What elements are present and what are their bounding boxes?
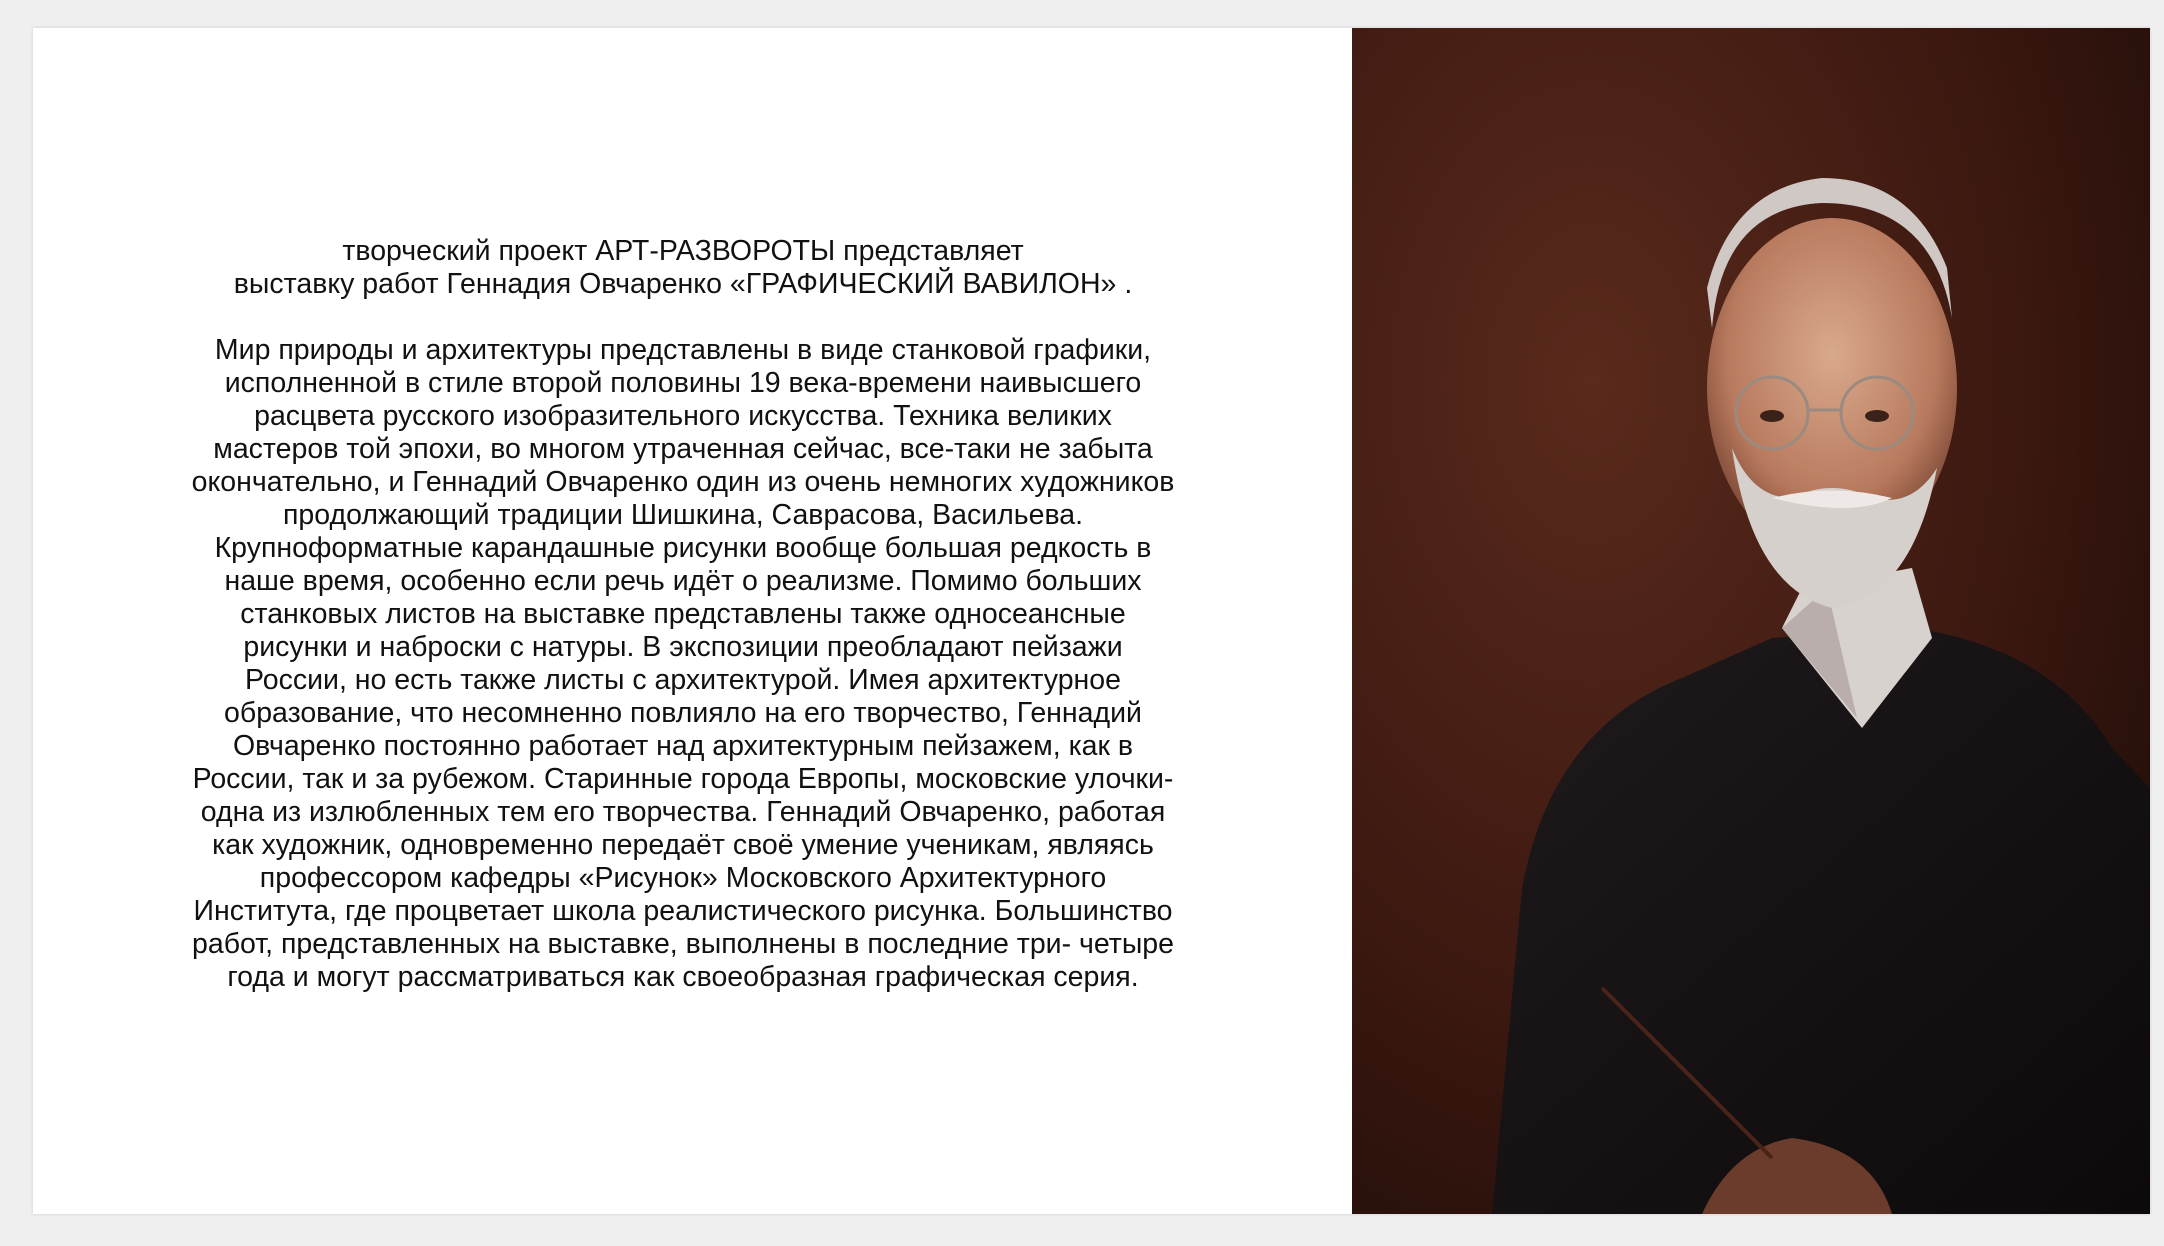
- body-line: мастеров той эпохи, во многом утраченная сейчас, все-таки не забыта: [213, 433, 1153, 465]
- body-line: России, так и за рубежом. Старинные города Европы, московские улочки-: [192, 763, 1174, 795]
- body-line: Института, где процветает школа реалистического рисунка. Большинство: [193, 895, 1173, 927]
- body-line: Овчаренко постоянно работает над архитектурным пейзажем, как в: [232, 730, 1134, 762]
- body-line: станковых листов на выставке представлены также односеансные: [240, 598, 1126, 630]
- slide: [33, 28, 2150, 1214]
- body-line: окончательно, и Геннадий Овчаренко один из очень немногих художников: [191, 466, 1175, 498]
- artist-portrait-painting: [1352, 28, 2150, 1214]
- body-line: расцвета русского изобразительного искусства. Техника великих: [254, 400, 1112, 432]
- slide-text: [33, 235, 1333, 994]
- body-line: одна из излюбленных тем его творчества. Геннадий Овчаренко, работая: [200, 796, 1166, 828]
- body-line: работ, представленных на выставке, выполнены в последние три- четыре: [192, 928, 1174, 960]
- body-line: исполненной в стиле второй половины 19 века-времени наивысшего: [224, 367, 1142, 399]
- body-line: Крупноформатные карандашные рисунки вообще большая редкость в: [214, 532, 1152, 564]
- body-line: наше время, особенно если речь идёт о реализме. Помимо больших: [224, 565, 1142, 597]
- body-line: как художник, одновременно передаёт своё умение ученикам, являясь: [212, 829, 1154, 861]
- body-line: продолжающий традиции Шишкина, Саврасова, Васильева.: [282, 499, 1084, 531]
- body-line: профессором кафедры «Рисунок» Московского Архитектурного: [259, 862, 1107, 894]
- body-line: России, но есть также листы с архитектурой. Имея архитектурное: [245, 664, 1121, 696]
- body-paragraph: [33, 334, 1333, 994]
- body-line: рисунки и наброски с натуры. В экспозиции преобладают пейзажи: [243, 631, 1123, 663]
- body-line: образование, что несомненно повлияло на его творчество, Геннадий: [224, 697, 1142, 729]
- body-line: года и могут рассматриваться как своеобразная графическая серия.: [227, 961, 1139, 993]
- body-line: Мир природы и архитектуры представлены в виде станковой графики,: [214, 334, 1152, 366]
- heading-line: творческий проект АРТ-РАЗВОРОТЫ представляет: [342, 235, 1024, 267]
- heading-line: выставку работ Геннадия Овчаренко «ГРАФИЧЕСКИЙ ВАВИЛОН» .: [233, 268, 1133, 300]
